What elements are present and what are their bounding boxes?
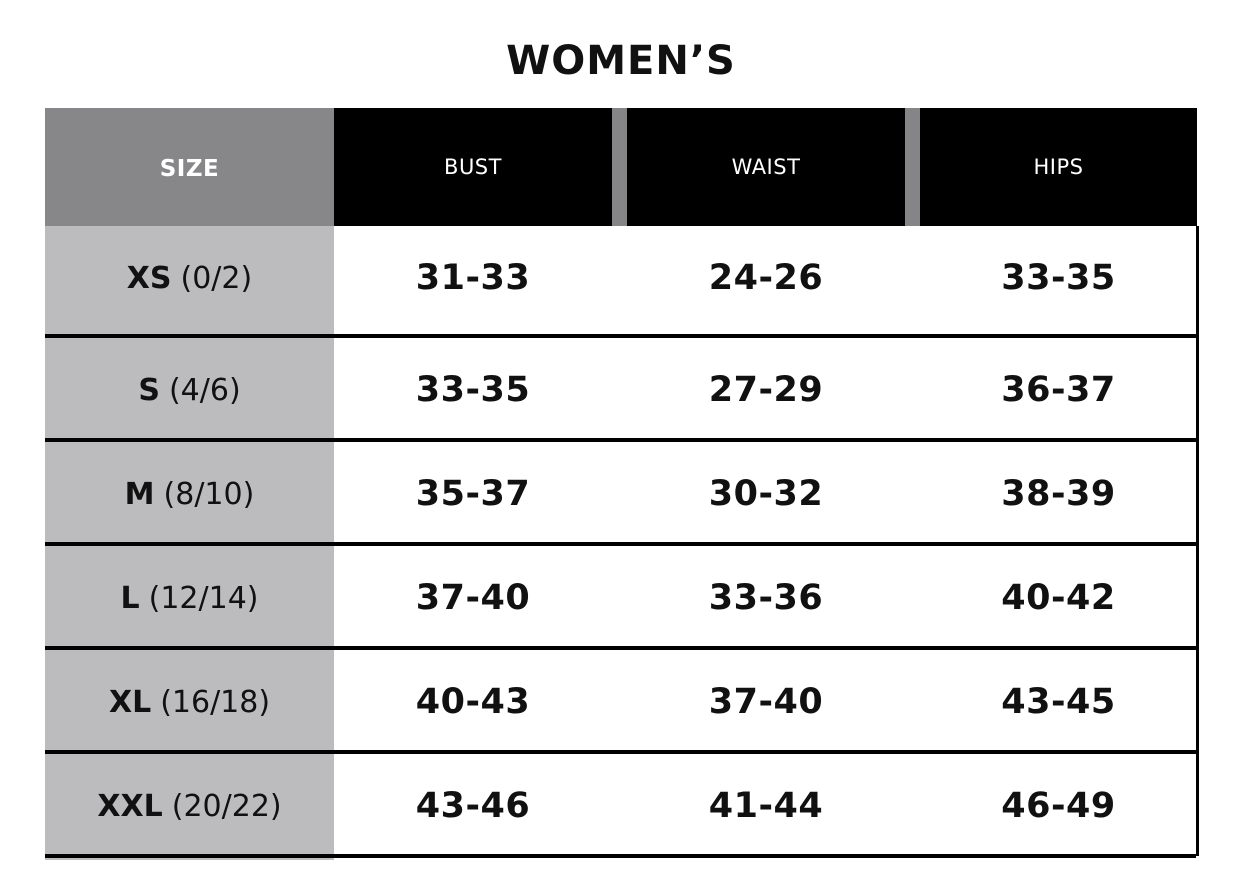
bust-value: 35-37 xyxy=(415,474,531,514)
waist-value: 33-36 xyxy=(708,578,824,618)
size-number: (4/6) xyxy=(168,372,241,408)
size-label xyxy=(45,546,334,650)
size-code: L xyxy=(120,580,140,616)
bust-value: 33-35 xyxy=(415,370,531,410)
table-bottom-border xyxy=(45,854,1196,858)
table-row xyxy=(45,442,1197,546)
size-number: (12/14) xyxy=(148,580,259,616)
table-row xyxy=(45,338,1197,442)
size-number: (8/10) xyxy=(163,476,255,512)
size-chart-table xyxy=(45,108,1197,860)
size-code: XS xyxy=(126,260,172,296)
header-hips: HIPS xyxy=(920,108,1197,226)
header-bust: BUST xyxy=(334,108,612,226)
hips-value: 46-49 xyxy=(1001,786,1116,826)
header-divider xyxy=(612,108,627,226)
page-title: WOMEN’S xyxy=(506,38,736,84)
size-code: M xyxy=(124,476,155,512)
size-label xyxy=(45,338,334,442)
hips-value: 33-35 xyxy=(1001,258,1116,298)
header-divider xyxy=(905,108,920,226)
size-code: XL xyxy=(108,684,152,720)
waist-value: 24-26 xyxy=(708,258,824,298)
size-label xyxy=(45,442,334,546)
size-label xyxy=(45,650,334,754)
hips-value: 40-42 xyxy=(1001,578,1116,618)
header-waist: WAIST xyxy=(627,108,905,226)
size-label xyxy=(45,754,334,858)
table-row xyxy=(45,546,1197,650)
waist-value: 27-29 xyxy=(708,370,824,410)
hips-value: 36-37 xyxy=(1001,370,1116,410)
size-number: (0/2) xyxy=(180,260,253,296)
size-code: XXL xyxy=(97,788,163,824)
bust-value: 37-40 xyxy=(415,578,531,618)
waist-value: 30-32 xyxy=(708,474,824,514)
hips-value: 38-39 xyxy=(1001,474,1116,514)
hips-value: 43-45 xyxy=(1001,682,1116,722)
table-row xyxy=(45,754,1197,858)
size-label xyxy=(45,226,334,330)
header-size: SIZE xyxy=(45,108,334,226)
table-row xyxy=(45,226,1197,330)
bust-value: 40-43 xyxy=(415,682,531,722)
bust-value: 43-46 xyxy=(415,786,531,826)
waist-value: 37-40 xyxy=(708,682,824,722)
size-code: S xyxy=(138,372,160,408)
table-row xyxy=(45,650,1197,754)
size-number: (20/22) xyxy=(171,788,282,824)
size-number: (16/18) xyxy=(160,684,271,720)
waist-value: 41-44 xyxy=(708,786,824,826)
bust-value: 31-33 xyxy=(415,258,531,298)
